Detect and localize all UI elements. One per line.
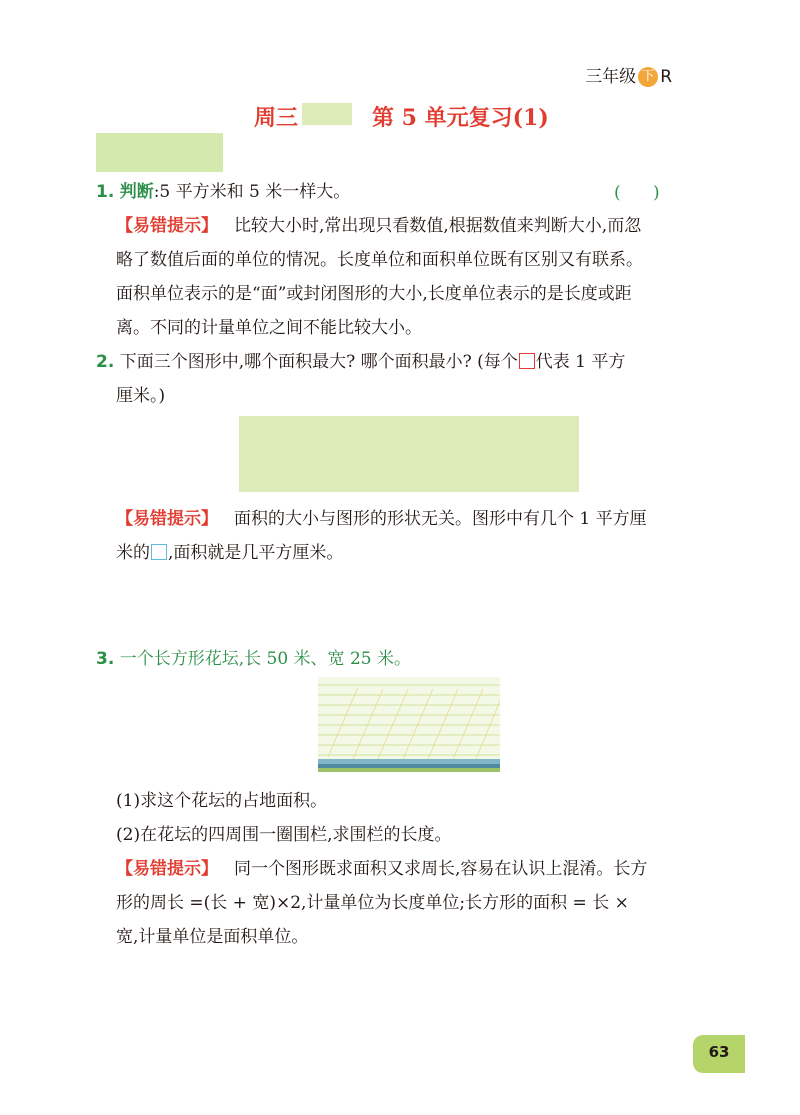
question-2-number: 2.	[96, 352, 115, 372]
tip-text: 面积单位表示的是“面”或封闭图形的大小,长度单位表示的是长度或距	[116, 284, 632, 304]
tip-label: 【易错提示】	[116, 859, 218, 879]
sub-question-2: (2)在花坛的四周围一圈围栏,求围栏的长度。	[116, 825, 452, 845]
question-3-subquestions	[116, 784, 702, 954]
shapes-figure	[239, 416, 579, 492]
question-2-tip	[116, 502, 702, 570]
page-number: 63	[708, 1043, 730, 1061]
tip-text: 略了数值后面的单位的情况。长度单位和面积单位既有区别又有联系。	[116, 250, 643, 270]
sub-question-1: (1)求这个花坛的占地面积。	[116, 791, 328, 811]
question-3-text: 一个长方形花坛,长 50 米、宽 25 米。	[119, 649, 411, 669]
title-highlight-box	[302, 103, 352, 125]
unit-square-icon	[151, 544, 167, 560]
question-2-text: 下面三个图形中,哪个面积最大? 哪个面积最小? (每个	[119, 352, 518, 372]
question-2-text: 代表 1 平方	[535, 352, 626, 372]
tip-label: 【易错提示】	[116, 509, 218, 529]
tip-text: ,面积就是几平方厘米。	[168, 543, 344, 563]
question-3	[96, 642, 656, 676]
term-badge: 下	[638, 67, 658, 87]
tip-text: 面积的大小与图形的形状无关。图形中有几个 1 平方厘	[234, 509, 647, 529]
question-1-text: :5 平方米和 5 米一样大。	[153, 182, 351, 202]
tip-text: 宽,计量单位是面积单位。	[116, 927, 309, 947]
question-2	[96, 345, 706, 413]
question-1-tip	[116, 209, 702, 345]
question-1-number: 1.	[96, 182, 115, 202]
tip-label: 【易错提示】	[116, 216, 218, 236]
day-title: 周三	[254, 106, 299, 131]
tip-text: 比较大小时,常出现只看数值,根据数值来判断大小,而忽	[234, 216, 642, 236]
unit-title: 第 5 单元复习(1)	[372, 105, 549, 131]
question-2-text: 厘米。)	[116, 386, 166, 406]
section-label-box	[96, 133, 223, 172]
question-1	[96, 175, 616, 209]
flower-bed-image	[318, 677, 500, 772]
grade-label	[585, 62, 672, 87]
tip-text: 离。不同的计量单位之间不能比较大小。	[116, 318, 422, 338]
edition-label: R	[660, 67, 672, 87]
answer-parentheses[interactable]: ( )	[614, 183, 660, 203]
unit-square-icon	[519, 353, 535, 369]
tip-text: 同一个图形既求面积又求周长,容易在认识上混淆。长方	[234, 859, 648, 879]
question-1-label: 判断	[119, 182, 154, 202]
tip-text: 形的周长 =(长 + 宽)×2,计量单位为长度单位;长方形的面积 = 长 ×	[116, 893, 629, 913]
tip-text: 米的	[116, 543, 150, 563]
question-3-number: 3.	[96, 649, 115, 669]
grade-prefix: 三年级	[585, 67, 637, 87]
